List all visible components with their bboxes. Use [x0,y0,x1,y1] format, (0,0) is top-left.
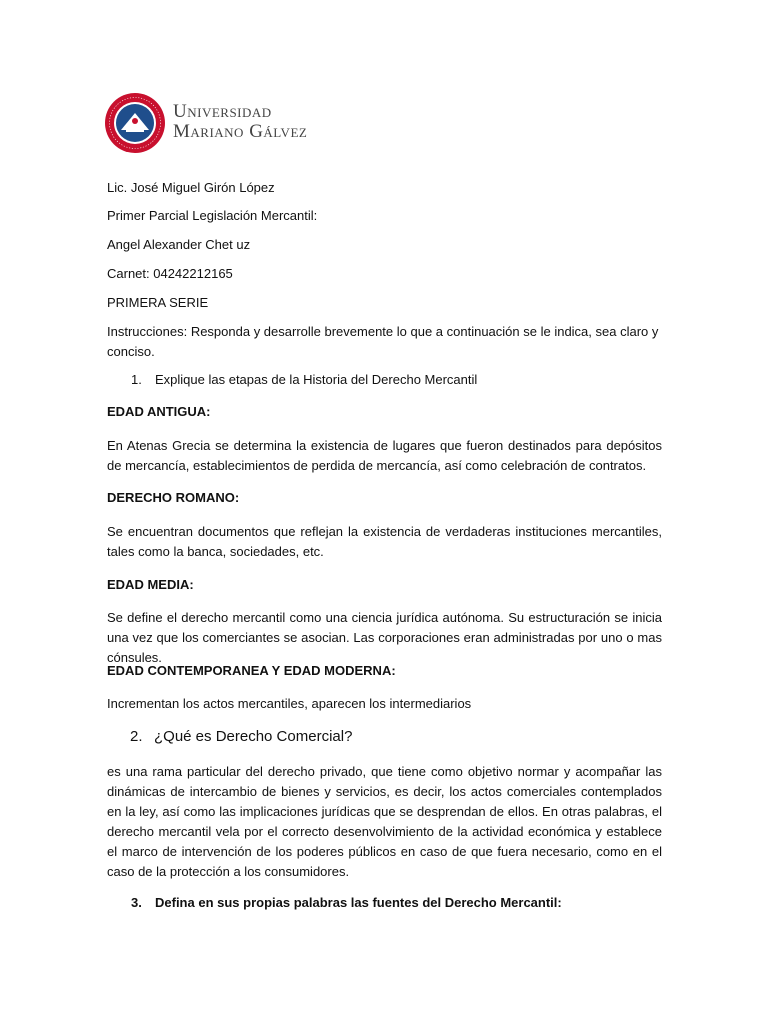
question-3-number: 3. [131,895,142,910]
section-body-derecho-romano: Se encuentran documentos que reflejan la existencia de verdaderas instituciones mercantiles, tales como la banca, sociedades, etc. [107,524,662,559]
section-title-derecho-romano: DERECHO ROMANO: [107,490,240,505]
section-body-edad-antigua: En Atenas Grecia se determina la existencia de lugares que fueron destinados para depósitos de mercancía, establecimientos de perdida de mercancía, así como celebración de contratos. [107,438,662,473]
question-2 [130,727,352,747]
university-name-line2: Mariano Gálvez [173,121,308,142]
question-3 [131,893,562,913]
section-body-edad-contemporanea: Incrementan los actos mercantiles, aparecen los intermediarios [107,696,472,711]
instructions: Instrucciones: Responda y desarrolle brevemente lo que a continuación se le indica, sea claro y conciso. [107,324,659,359]
teacher-name: Lic. José Miguel Girón López [107,180,275,195]
question-2-answer: es una rama particular del derecho privado, que tiene como objetivo normar y acompañar las dinámicas de intercambio de bienes y servicios, es decir, los actos comerciales contemplados en la ley, así como las implicaciones jurídicas que se desprendan de ellos. En otras palabras, el derecho mercantil vela por el correcto desenvolvimiento de la actividad económica y establece el marco de intervención de los poderes públicos en caso de que fuera necesario, como en el caso de la protección a los consumidores. [107,764,662,879]
section-title-edad-contemporanea: EDAD CONTEMPORANEA Y EDAD MODERNA: [107,663,396,678]
section-title-edad-antigua: EDAD ANTIGUA: [107,404,211,419]
question-1-text: Explique las etapas de la Historia del Derecho Mercantil [155,372,478,387]
question-2-text: ¿Qué es Derecho Comercial? [154,728,353,745]
exam-title: Primer Parcial Legislación Mercantil: [107,208,318,223]
question-3-text: Defina en sus propias palabras las fuentes del Derecho Mercantil: [155,895,562,910]
question-1-number: 1. [131,372,142,387]
carnet-number: Carnet: 04242212165 [107,266,233,281]
section-body-edad-media: Se define el derecho mercantil como una ciencia jurídica autónoma. Su estructuración se inicia una vez que los comerciantes se asocian. Las corporaciones eran administradas por uno o mas cónsules. [107,610,662,665]
question-1 [131,370,477,390]
series-heading: PRIMERA SERIE [107,295,209,310]
university-seal-icon [104,92,166,154]
question-2-number: 2. [130,728,143,745]
university-name [173,102,307,142]
university-logo [104,92,344,154]
section-title-edad-media: EDAD MEDIA: [107,577,194,592]
student-name: Angel Alexander Chet uz [107,237,251,252]
university-name-line1: Universidad [173,101,272,122]
